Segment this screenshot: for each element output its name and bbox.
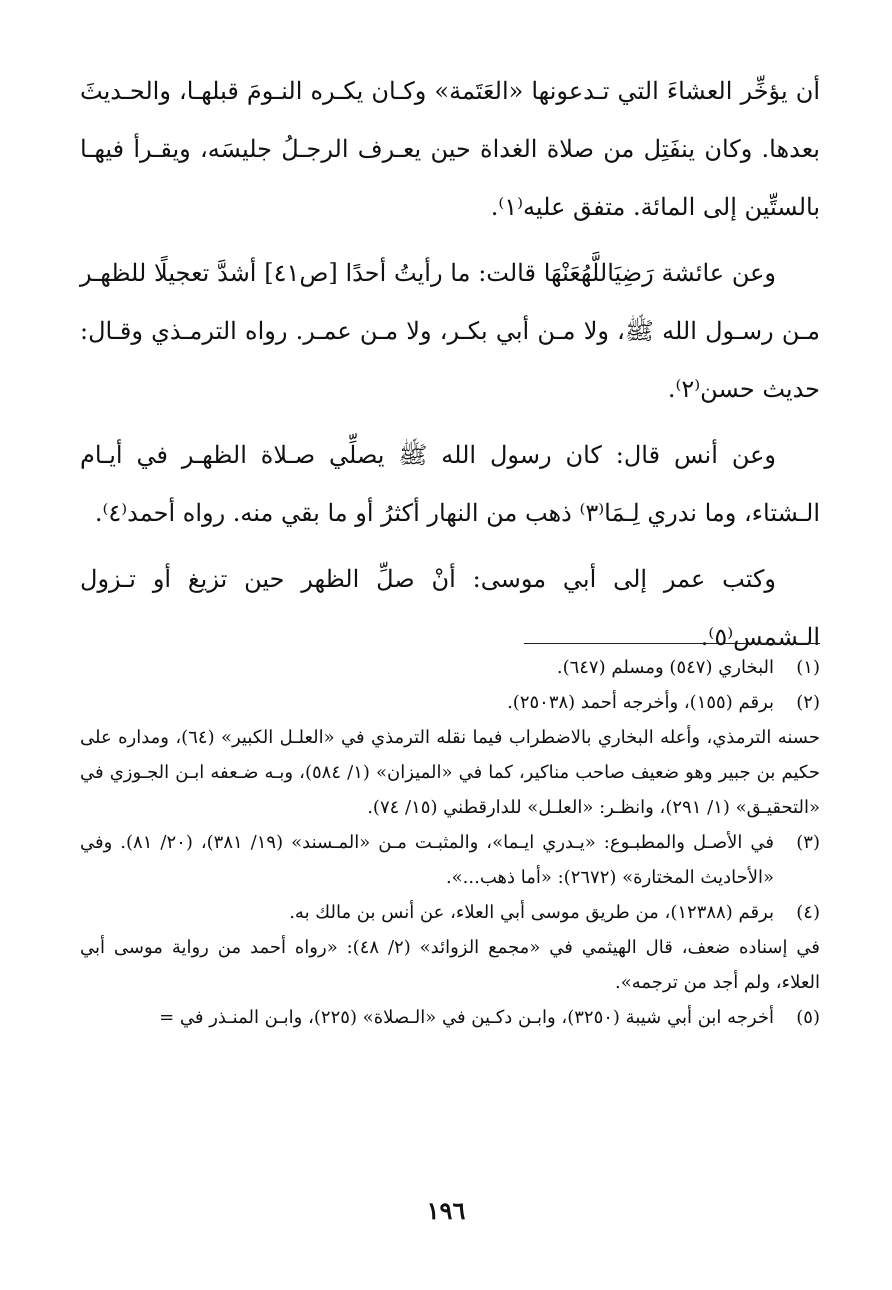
paragraph-4: وكتب عمر إلى أبي موسى: أنْ صلِّ الظهر حين تزيغ أو تـزول الـشمس⁽٥⁾. bbox=[80, 565, 820, 651]
footnote-4 bbox=[80, 895, 820, 930]
footnote-number: (٣) bbox=[796, 832, 820, 853]
footnote-2 bbox=[80, 685, 820, 720]
footnote-3 bbox=[80, 825, 820, 895]
footnote-4-continuation: في إسناده ضعف، قال الهيثمي في «مجمع الزوائد» (٢/ ٤٨): «رواه أحمد من رواية موسى أبي العلاء، ولم أجد من ترجمه». bbox=[80, 937, 820, 993]
footnote-divider bbox=[524, 643, 820, 644]
footnote-number: (٤) bbox=[796, 902, 820, 923]
footnote-text: في الأصـل والمطبـوع: «يـدري ايـما»، والمثبـت مـن «المـسند» (١٩/ ٣٨١)، (٢٠/ ٨١). وفي «الأحاديث المختارة» (٢٦٧٢): «أما ذهب...». bbox=[80, 832, 775, 888]
paragraph-1: أن يؤخِّر العشاءَ التي تـدعونها «العَتَمة» وكـان يكـره النـومَ قبلهـا، والحـديثَ بعدها. وكان ينفَتِل من صلاة الغداة حين يعـرف الرجـلُ جليسَه، ويقـرأ فيهـا بالستِّين إلى المائة. متفق عليه⁽١⁾. bbox=[80, 77, 820, 221]
footnote-number: (١) bbox=[796, 657, 820, 678]
footnote-1 bbox=[80, 650, 820, 685]
footnote-number: (٥) bbox=[796, 1007, 820, 1028]
paragraph-3: وعن أنس قال: كان رسول الله ﷺ يصلِّي صـلاة الظهـر في أيـام الـشتاء، وما ندري لِـمَا⁽٣⁾ ذهب من النهار أكثرُ أو ما بقي منه. رواه أحمد⁽٤⁾. bbox=[80, 441, 820, 527]
footnote-2-continuation: حسنه الترمذي، وأعله البخاري بالاضطراب فيما نقله الترمذي في «العلـل الكبير» (٦٤)، ومداره على حكيم بن جبير وهو ضعيف صاحب مناكير، كما في «الميزان» (١/ ٥٨٤)، وبـه ضـعفه ابـن الجـوزي في «التحقيـق» (١/ ٢٩١)، وانظـر: «العلـل» للدارقطني (١٥/ ٧٤). bbox=[80, 727, 820, 818]
footnote-text: برقم (١٢٣٨٨)، من طريق موسى أبي العلاء، عن أنس بن مالك به. bbox=[289, 902, 774, 923]
paragraph-2: وعن عائشة رَضِيَاللَّهُعَنْهَا قالت: ما رأيتُ أحدًا [ص٤١] أشدَّ تعجيلًا للظهـر مـن رسـول الله ﷺ، ولا مـن أبي بكـر، ولا مـن عمـر. رواه الترمـذي وقـال: حديث حسن⁽٢⁾. bbox=[80, 259, 820, 403]
footnote-number: (٢) bbox=[796, 692, 820, 713]
footnote-text: أخرجه ابن أبي شيبة (٣٢٥٠)، وابـن دكـين في «الـصلاة» (٢٢٥)، وابـن المنـذر في = bbox=[159, 1007, 774, 1028]
main-text bbox=[80, 62, 820, 674]
footnotes bbox=[80, 650, 820, 1035]
page-number: ١٩٦ bbox=[426, 1196, 466, 1225]
footnote-5 bbox=[80, 1000, 820, 1035]
footnote-text: برقم (١٥٥)، وأخرجه أحمد (٢٥٠٣٨). bbox=[507, 692, 774, 713]
footnote-text: البخاري (٥٤٧) ومسلم (٦٤٧). bbox=[556, 657, 774, 678]
